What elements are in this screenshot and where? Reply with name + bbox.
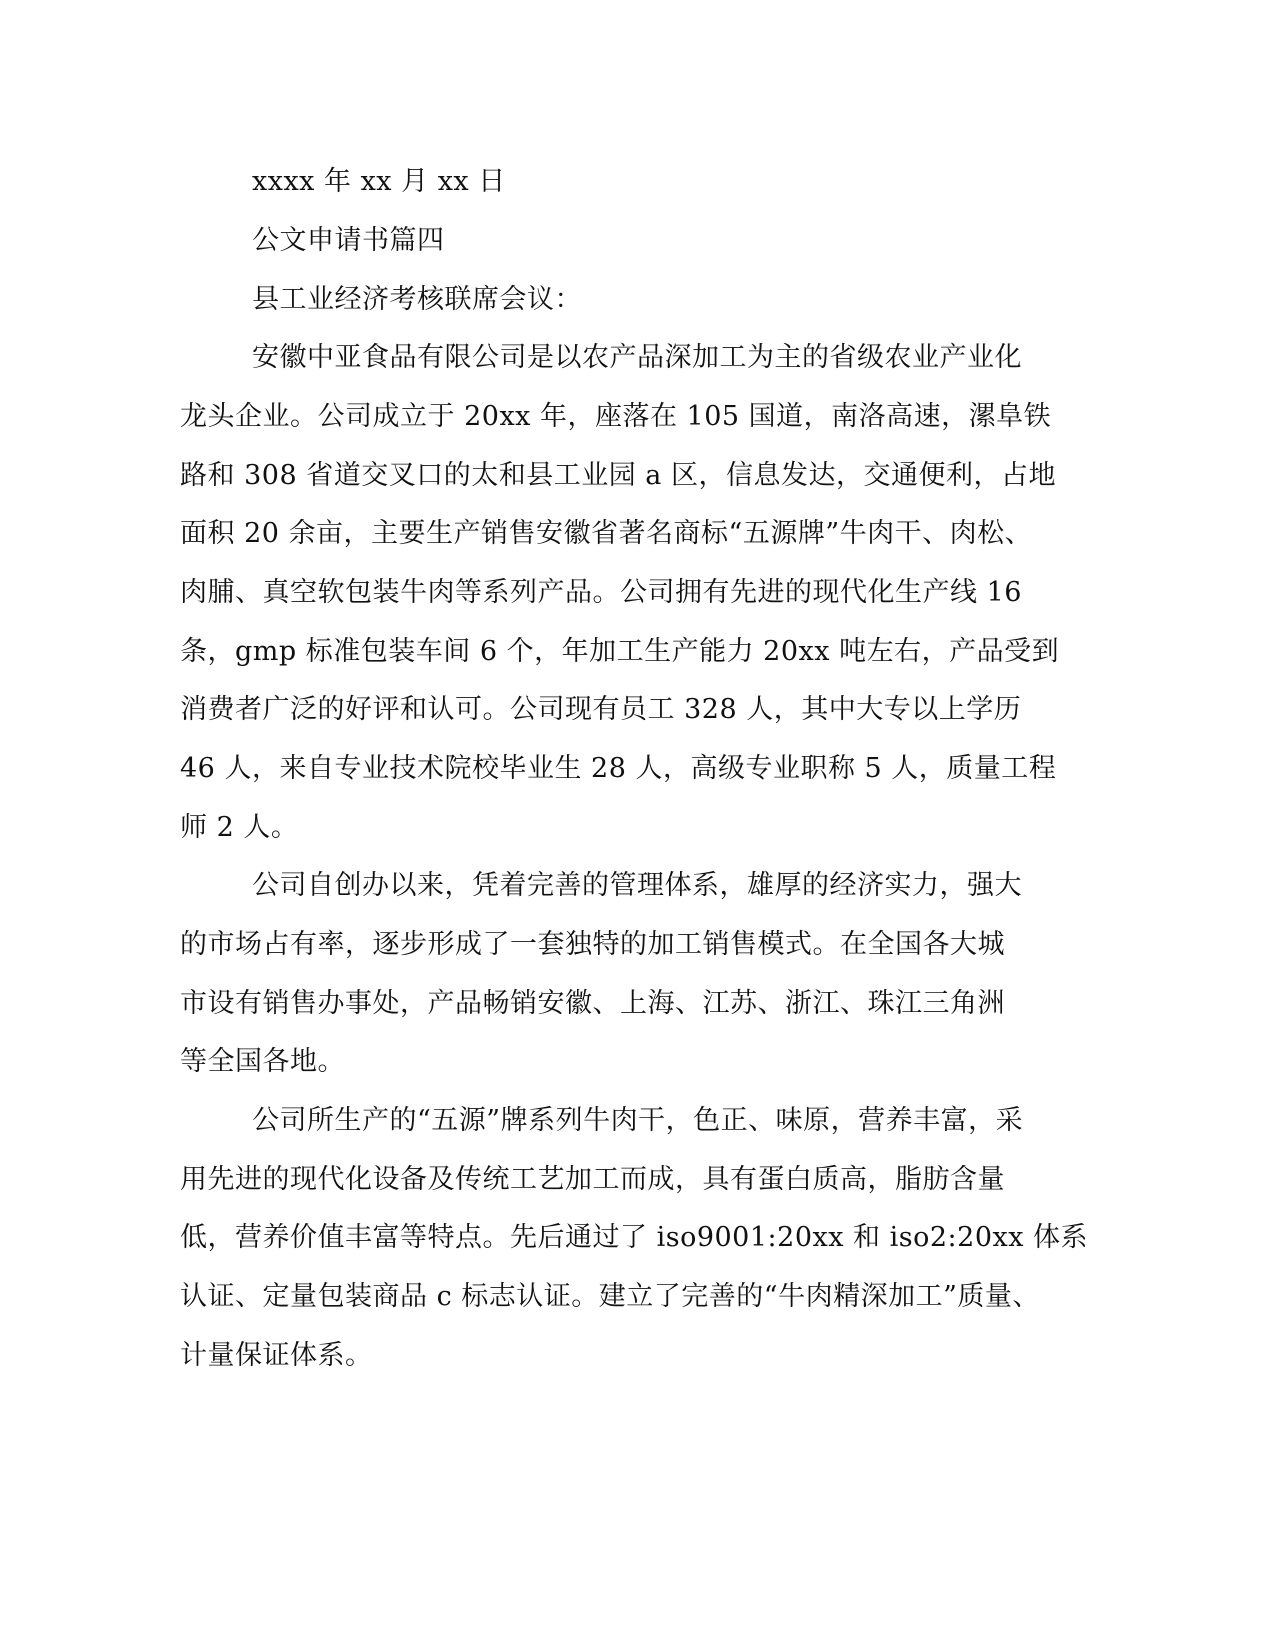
- salutation: 县工业经济考核联席会议：: [252, 284, 582, 315]
- paragraph-2-line-1: 公司自创办以来，凭着完善的管理体系，雄厚的经济实力，强大: [252, 870, 1022, 901]
- paragraph-2-line-2: 的市场占有率，逐步形成了一套独特的加工销售模式。在全国各大城: [180, 929, 1005, 960]
- paragraph-3-line-2: 用先进的现代化设备及传统工艺加工而成，具有蛋白质高，脂肪含量: [180, 1164, 1005, 1195]
- paragraph-1-line-5: 肉脯、真空软包装牛肉等系列产品。公司拥有先进的现代化生产线 16: [180, 577, 1022, 608]
- paragraph-1-line-9: 师 2 人。: [180, 812, 299, 843]
- paragraph-1-line-2: 龙头企业。公司成立于 20xx 年，座落在 105 国道，南洛高速，漯阜铁: [180, 401, 1052, 432]
- paragraph-2-line-3: 市设有销售办事处，产品畅销安徽、上海、江苏、浙江、珠江三角洲: [180, 988, 1005, 1019]
- paragraph-1-line-4: 面积 20 余亩，主要生产销售安徽省著名商标“五源牌”牛肉干、肉松、: [180, 518, 1033, 549]
- paragraph-1-line-3: 路和 308 省道交叉口的太和县工业园 a 区，信息发达，交通便利，占地: [180, 460, 1056, 491]
- paragraph-2-line-4: 等全国各地。: [180, 1046, 345, 1077]
- section-title: 公文申请书篇四: [252, 225, 445, 256]
- paragraph-3-line-3: 低，营养价值丰富等特点。先后通过了 iso9001:20xx 和 iso2:20xx 体系: [180, 1222, 1089, 1253]
- paragraph-1-line-8: 46 人，来自专业技术院校毕业生 28 人，高级专业职称 5 人，质量工程: [180, 753, 1057, 784]
- paragraph-1-line-6: 条，gmp 标准包装车间 6 个，年加工生产能力 20xx 吨左右，产品受到: [180, 636, 1060, 667]
- paragraph-3-line-1: 公司所生产的“五源”牌系列牛肉干，色正、味原，营养丰富，采: [252, 1105, 1024, 1136]
- paragraph-1-line-1: 安徽中亚食品有限公司是以农产品深加工为主的省级农业产业化: [252, 342, 1022, 373]
- paragraph-3-line-5: 计量保证体系。: [180, 1340, 373, 1371]
- paragraph-1-line-7: 消费者广泛的好评和认可。公司现有员工 328 人，其中大专以上学历: [180, 694, 1022, 725]
- paragraph-3-line-4: 认证、定量包装商品 c 标志认证。建立了完善的“牛肉精深加工”质量、: [180, 1281, 1040, 1312]
- date-line: xxxx 年 xx 月 xx 日: [252, 166, 506, 197]
